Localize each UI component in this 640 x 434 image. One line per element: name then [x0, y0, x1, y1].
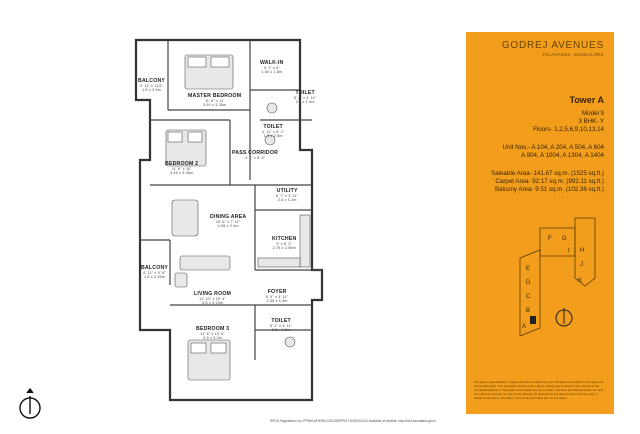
key-plan-label: C [526, 294, 531, 300]
key-plan-label: E [526, 266, 531, 272]
key-plan-label: G [562, 236, 567, 242]
tower-title: Tower A [569, 95, 604, 105]
brand-location: YELAHANKA, BANGALORE [541, 52, 604, 57]
room-master-bedroom: MASTER BEDROOM 11' 6" x 11' 3.50 x 3.35m [188, 93, 242, 108]
balcony-area: Balcony Area- 9.51 sq.m. (102.36 sq.ft.) [494, 186, 604, 193]
carpet-area: Carpet Area- 92.17 sq.m. (992.11 sq.ft.) [495, 178, 604, 185]
room-utility: UTILITY 6' 7" x 3' 11" 2.0 x 1.2m [276, 188, 299, 203]
room-bedroom-3: BEDROOM 3 11' 6" x 10' 6" 3.5 x 3.2m [196, 326, 230, 341]
room-corridor: PASS CORRIDOR 4' 1" x 8' 9" [232, 150, 279, 160]
unit-highlight-marker [530, 316, 536, 324]
key-plan-label: D [526, 280, 531, 286]
units-line-1: Unit Nos.- A 104, A 204, A 504, A 604 [502, 144, 604, 151]
brand-title: GODREJ AVENUES [501, 40, 604, 51]
key-plan-label: F [548, 236, 552, 242]
room-toilet-3: TOILET 8' 2" x 4' 11" 2.5 x 1.5m [270, 318, 293, 333]
key-plan-label: H [580, 248, 585, 254]
key-plan-label: I [568, 248, 570, 254]
room-kitchen: KITCHEN 9' x 8' 2" 2.75 x 2.56m [272, 236, 297, 251]
info-panel [466, 32, 614, 414]
north-arrow-plan [20, 389, 40, 418]
model-text: Model 9 [581, 110, 604, 117]
room-foyer: FOYER 8' 5" x 4' 11" 2.55 x 1.5m [266, 289, 289, 304]
floors-text: Floors- 1,2,5,6,9,10,13,14 [533, 126, 604, 133]
room-walk-in: WALK-IN 5' 3" x 6' 1.60 x 1.8m [260, 60, 284, 75]
key-plan-label: A [522, 324, 527, 330]
config-text: 3 BHK- Y [578, 118, 604, 125]
room-balcony-2: BALCONY 6' 11" x 9' 8" 1.5 x 2.95m [141, 265, 169, 280]
disclaimer-text: The plans, specifications, images and other details are only indicative and subject to the approval of the authorities. The developer reserves the right to change any of these in the interest of the overall development. The plans and images are not to scale. Furniture and fittings shown are only for reference and are not part of the offering. All dimensions are approximate and may vary in actual construction. Purchaser must verify all details prior to purchase. [474, 380, 604, 401]
key-plan-label: B [526, 308, 531, 314]
units-line-2: A 904, A 1004, A 1304, A 1404 [521, 152, 604, 159]
room-dining-area: DINING AREA 16' 6" x 7' 11" 4.95 x 2.4m [210, 214, 247, 229]
room-toilet-2: TOILET 4' 11" x 8' 2" 1.5 x 2.5m [262, 124, 285, 139]
room-toilet-1: TOILET 8' 2" x 4' 11" 2.5 x 1.5m [294, 90, 317, 105]
room-bedroom-2: BEDROOM 2 11' 6" x 10' 3.45 x 3.06m [165, 161, 199, 176]
key-plan [500, 208, 610, 338]
saleable-area: Saleable Area- 141.67 sq.m. (1525 sq.ft.) [491, 170, 604, 177]
key-plan-label: K [578, 278, 583, 284]
north-arrow-key-plan [556, 308, 572, 326]
room-balcony-1: BALCONY 4' 11" x 11'6" 1.5 x 3.5m [138, 78, 166, 93]
room-living-room: LIVING ROOM 11' 10" x 10' 4" 3.6 x 3.15m [194, 291, 232, 306]
rera-footer: RERA Registration No: PRM/KA/RERA/1251/309/PR/171030/002414 available at website: http://rera.karnataka.gov.in [270, 419, 436, 423]
key-plan-label: J [580, 262, 583, 268]
